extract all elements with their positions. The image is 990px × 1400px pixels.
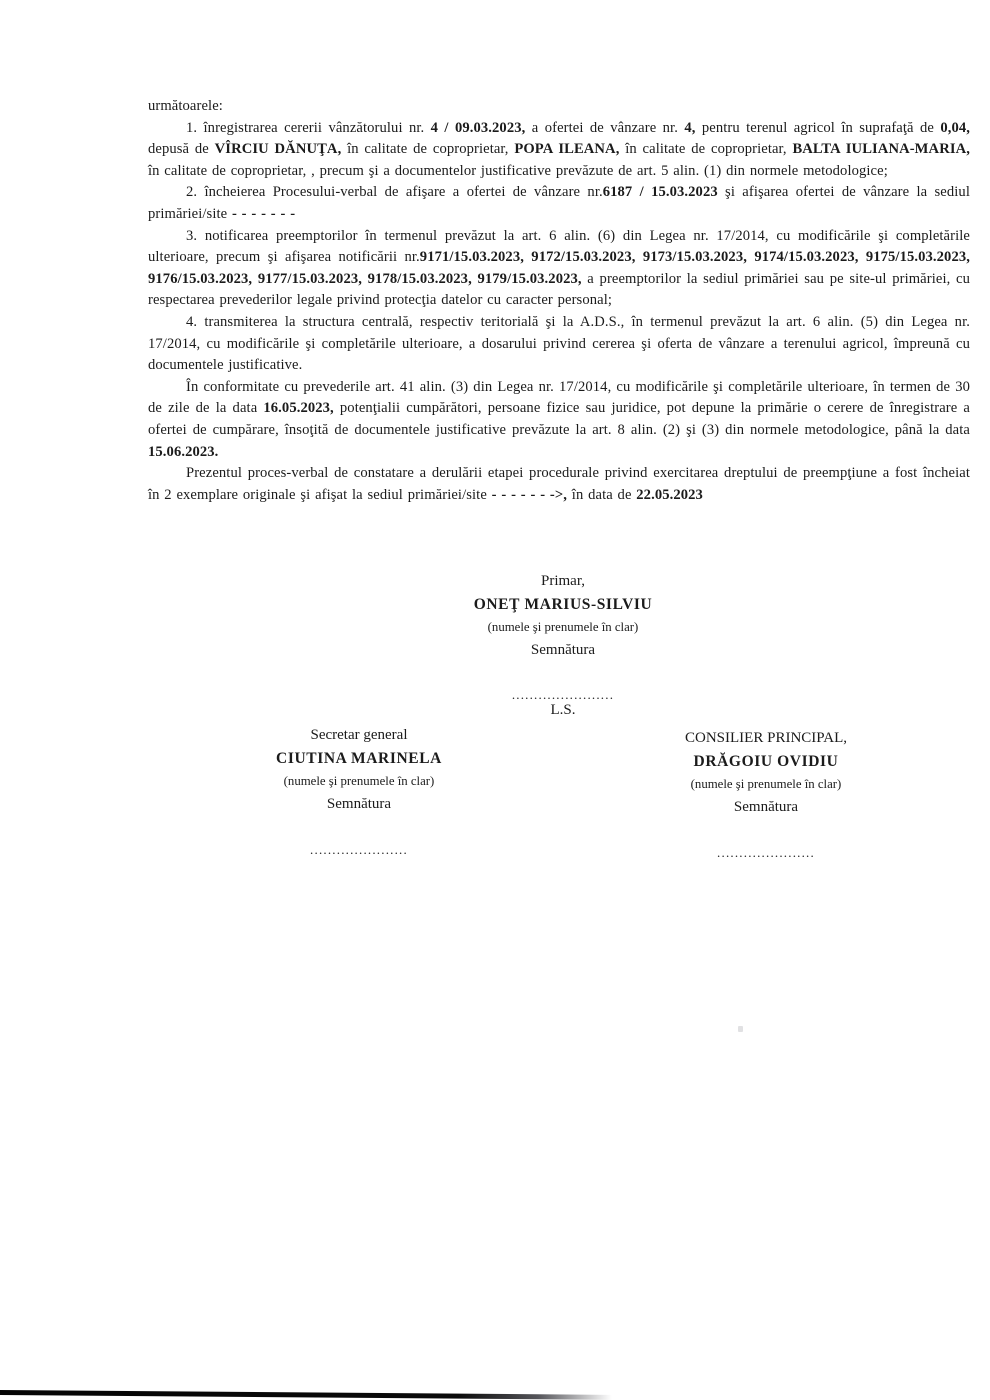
signer-title: Primar, [541,573,585,589]
text-run-bold: 6187 / 15.03.2023 [602,184,718,201]
signer-title: CONSILIER PRINCIPAL, [685,730,847,746]
text-run: în data de [567,486,637,503]
ls-label: L.S. [550,702,576,718]
text-run: 2. încheierea Procesului-verbal de afişare a ofertei de vânzare nr. [186,184,603,201]
signature-label: Semnătura [530,642,596,658]
text-run-bold: - - - - - - ->, [491,486,568,503]
signer-note: (numele şi prenumele în clar) [283,774,435,788]
text-run: 3. notificarea preemptorilor în termenul prevăzut la art. 6 alin. (6) din Legea nr. 17/2014, cu modificările şi completările ulterioare, precum şi afişarea notificării nr. [148,227,970,266]
text-run-bold: 4, [684,119,696,136]
text-run: pentru terenul agricol în suprafaţă de [695,119,941,136]
text-run: a preemptorilor la sediul primăriei sau pe site-ul primăriei, cu respectarea prevederilor legale privind protecţia datelor cu caracter personal; [148,270,970,309]
text-run-bold: POPA ILEANA, [514,141,620,158]
text-run: depusă de [148,141,215,158]
text-run: în calitate de coproprietar, [341,141,515,158]
text-run: următoarele: [148,98,223,114]
signature-label: Semnătura [733,799,799,815]
text-run: în calitate de coproprietar, , precum şi a documentelor justificative prevăzute de art. 5 alin. (1) din normele metodologice; [148,162,888,179]
signer-name: ONEŢ MARIUS-SILVIU [473,596,653,613]
scan-artifact-line [0,1390,612,1400]
signer-name: DRĂGOIU OVIDIU [693,753,839,770]
text-run-bold: - - - - - - - [231,205,296,222]
text-run-bold: BALTA IULIANA-MARIA, [792,141,971,158]
signer-title: Secretar general [310,727,408,743]
signature-label: Semnătura [326,796,392,812]
signer-note: (numele şi prenumele în clar) [487,620,639,634]
text-run: în calitate de coproprietar, [619,141,793,158]
signer-name: CIUTINA MARINELA [276,750,442,767]
text-run-bold: 16.05.2023, [263,400,334,417]
paragraph-6 [148,463,970,506]
scan-speck-artifact [738,1026,743,1032]
signature-dotted-line: ...................... [717,845,815,860]
ls-seal-block [353,688,773,719]
signature-block-primar [353,570,773,662]
document-body [148,96,970,506]
text-run-bold: VÎRCIU DĂNUŢA, [214,141,342,158]
text-run: 1. înregistrarea cererii vânzătorului nr. [186,119,431,136]
text-run: 4. transmiterea la structura centrală, respectiv teritorială şi la A.D.S., în termenul prevăzut la art. 6 alin. (5) din Legea nr. 17/2014, cu modificările şi completările ulterioare, a dosarului privind cererea şi oferta de vânzare a terenului agricol, împreună cu documentele justificative. [148,313,970,374]
paragraph-3 [148,226,970,312]
paragraph-1 [148,118,970,183]
text-run-bold: 9171/15.03.2023, 9172/15.03.2023, 9173/15.03.2023, 9174/15.03.2023, 9175/15.03.2023, 9176/15.03.2023, 9177/15.03.2023, 9178/15.03.2023, 9179/15.03.2023, [148,249,970,287]
signature-dotted-line: ....................... [511,687,615,702]
text-run-bold: 22.05.2023 [636,486,703,503]
text-run: În conformitate cu prevederile art. 41 alin. (3) din Legea nr. 17/2014, cu modificările şi completările ulterioare, în termen de 30 de zile de la data [148,378,970,417]
paragraph-2 [148,182,970,225]
signer-note: (numele şi prenumele în clar) [690,777,842,791]
text-run-bold: 4 / 09.03.2023, [430,119,526,136]
text-run-bold: 15.06.2023. [148,443,219,460]
signature-block-secretar [149,724,569,857]
text-run: a ofertei de vânzare nr. [525,119,685,136]
intro-line [148,96,970,118]
signature-dotted-line: ...................... [310,842,408,857]
paragraph-4 [148,312,970,377]
text-run: şi afişarea ofertei de vânzare la sediul primăriei/site [148,184,970,222]
text-run: potenţialii cumpărători, persoane fizice sau juridice, pot depune la primărie o cerere de înregistrare a ofertei de cumpărare, însoţită de documentele justificative prevăzute la art. 8 alin. (2) şi (3) din normele metodologice, până la data [148,400,970,438]
text-run: Prezentul proces-verbal de constatare a derulării etapei procedurale privind exercitarea dreptului de preempţiune a fost încheiat în 2 exemplare originale şi afişat la sediul primăriei/site [148,465,970,503]
text-run-bold: 0,04, [940,119,971,136]
paragraph-5 [148,377,970,463]
signature-block-consilier [556,727,976,860]
